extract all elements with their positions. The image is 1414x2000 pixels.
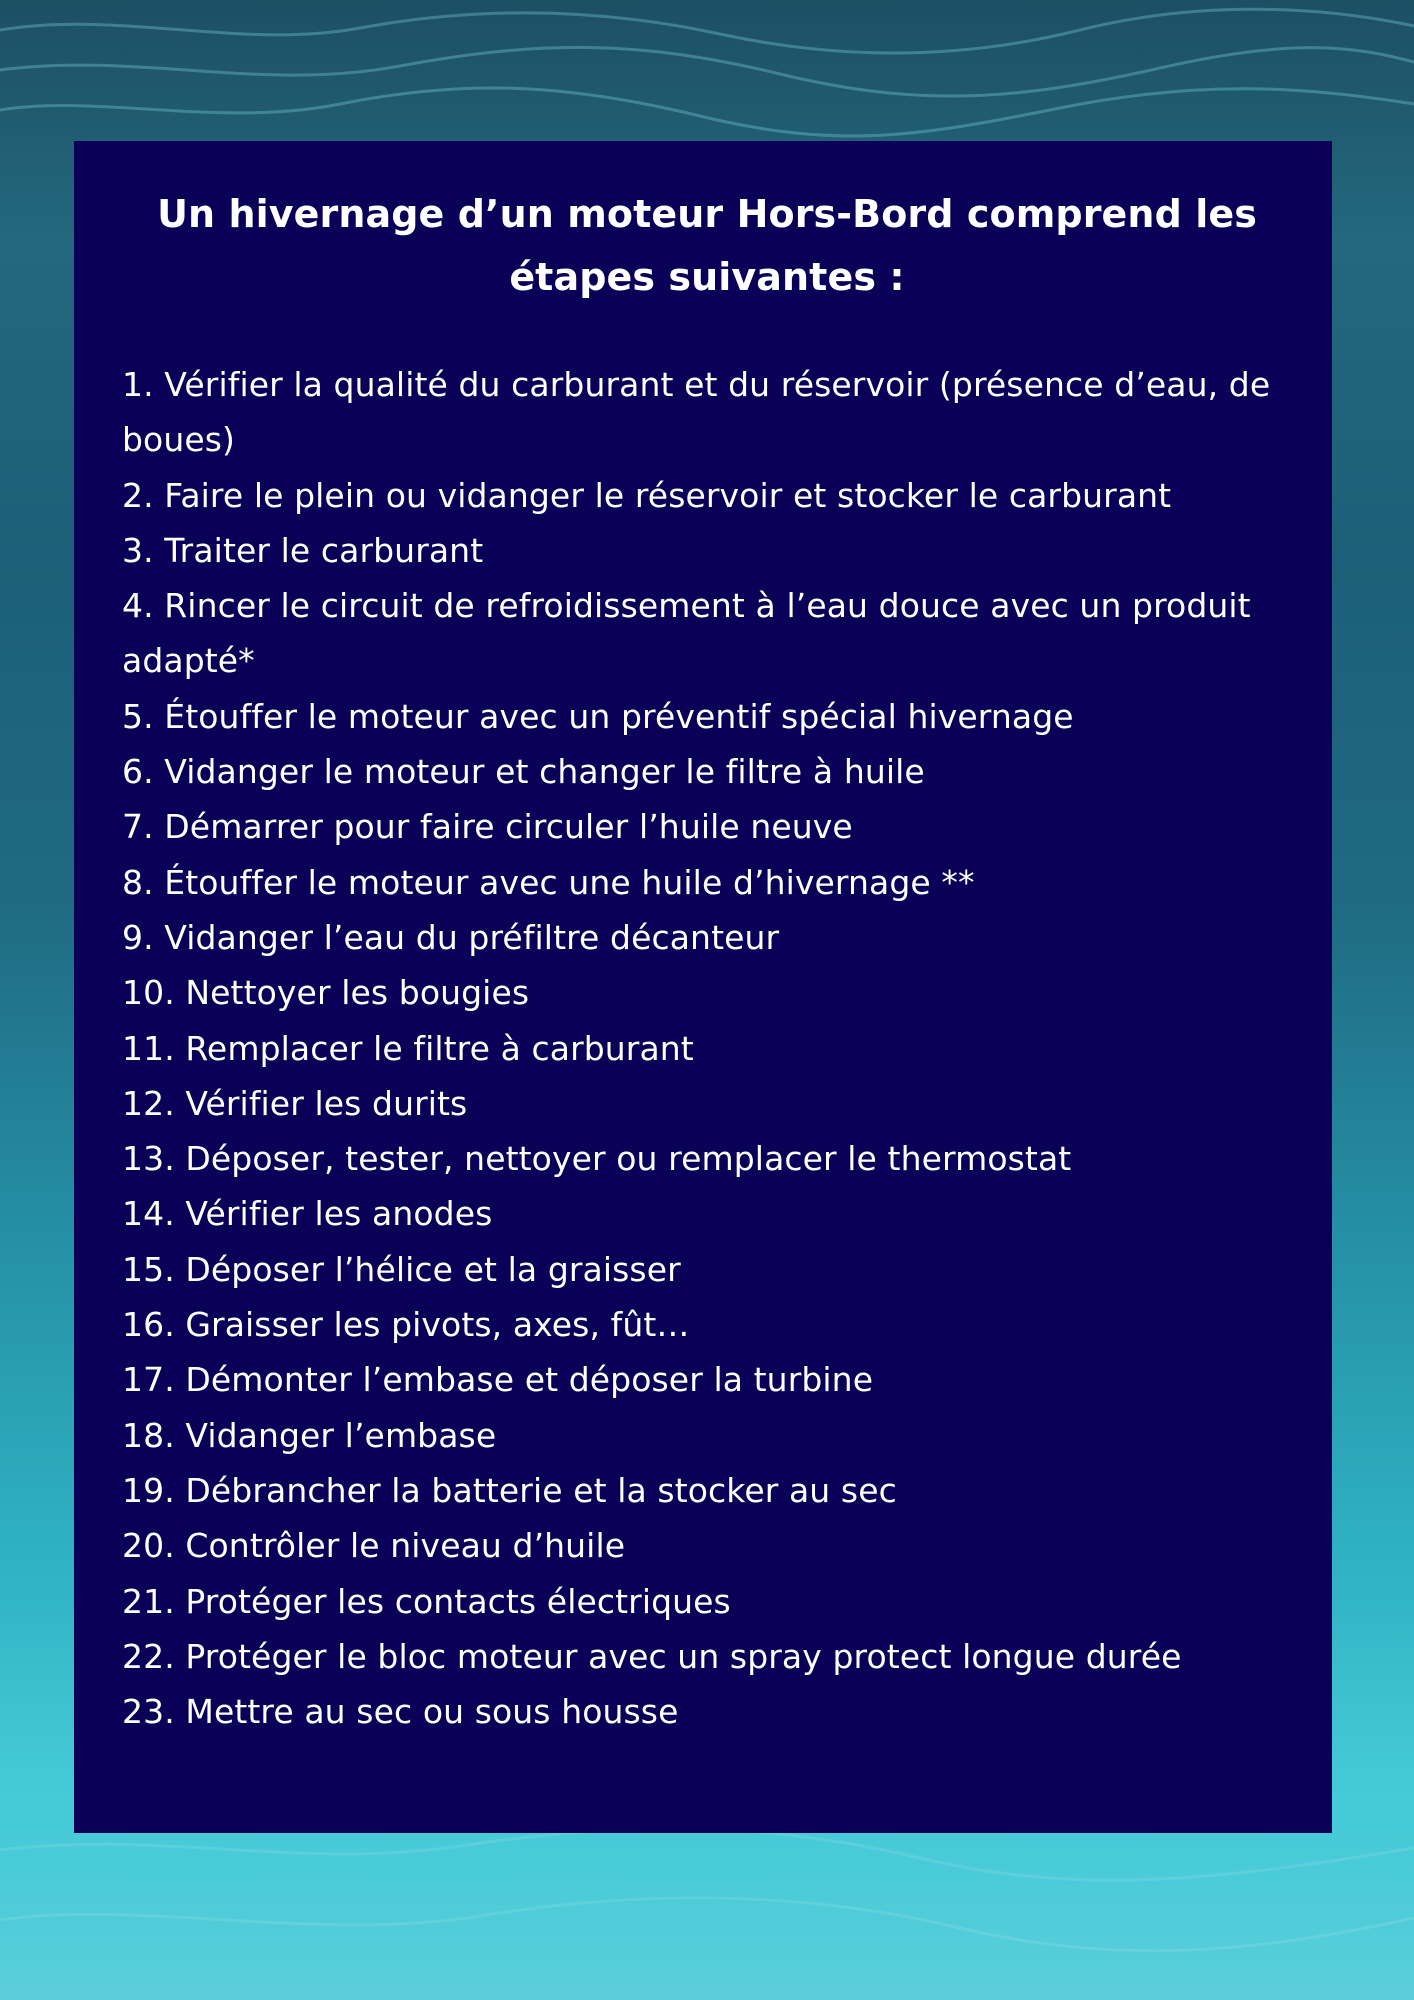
list-item: 8. Étouffer le moteur avec une huile d’hivernage ** (122, 862, 975, 902)
list-item: 1. Vérifier la qualité du carburant et du réservoir (présence d’eau, de boues) (122, 365, 1271, 460)
list-item: 23. Mettre au sec ou sous housse (122, 1692, 679, 1732)
list-item: 5. Étouffer le moteur avec un préventif spécial hivernage (122, 696, 1074, 736)
list-item: 3. Traiter le carburant (122, 530, 484, 570)
steps-list (122, 357, 1292, 1739)
list-item: 6. Vidanger le moteur et changer le filtre à huile (122, 752, 925, 792)
list-item: 13. Déposer, tester, nettoyer ou remplacer le thermostat (122, 1139, 1072, 1179)
list-item: 16. Graisser les pivots, axes, fût… (122, 1305, 690, 1345)
content-panel (74, 141, 1332, 1833)
list-item: 21. Protéger les contacts électriques (122, 1581, 731, 1621)
list-item: 14. Vérifier les anodes (122, 1194, 493, 1234)
list-item: 7. Démarrer pour faire circuler l’huile neuve (122, 807, 853, 847)
list-item: 19. Débrancher la batterie et la stocker au sec (122, 1470, 897, 1510)
list-item: 10. Nettoyer les bougies (122, 973, 530, 1013)
list-item: 2. Faire le plein ou vidanger le réservoir et stocker le carburant (122, 475, 1172, 515)
list-item: 4. Rincer le circuit de refroidissement à l’eau douce avec un produit adapté* (122, 586, 1251, 681)
list-item: 9. Vidanger l’eau du préfiltre décanteur (122, 917, 780, 957)
list-item: 15. Déposer l’hélice et la graisser (122, 1249, 681, 1289)
list-item: 22. Protéger le bloc moteur avec un spray protect longue durée (122, 1636, 1182, 1676)
list-item: 11. Remplacer le filtre à carburant (122, 1028, 694, 1068)
page-title: Un hivernage d’un moteur Hors-Bord comprend les étapes suivantes : (157, 192, 1257, 299)
list-item: 18. Vidanger l’embase (122, 1415, 497, 1455)
list-item: 20. Contrôler le niveau d’huile (122, 1526, 626, 1566)
list-item: 17. Démonter l’embase et déposer la turbine (122, 1360, 874, 1400)
list-item: 12. Vérifier les durits (122, 1083, 468, 1123)
